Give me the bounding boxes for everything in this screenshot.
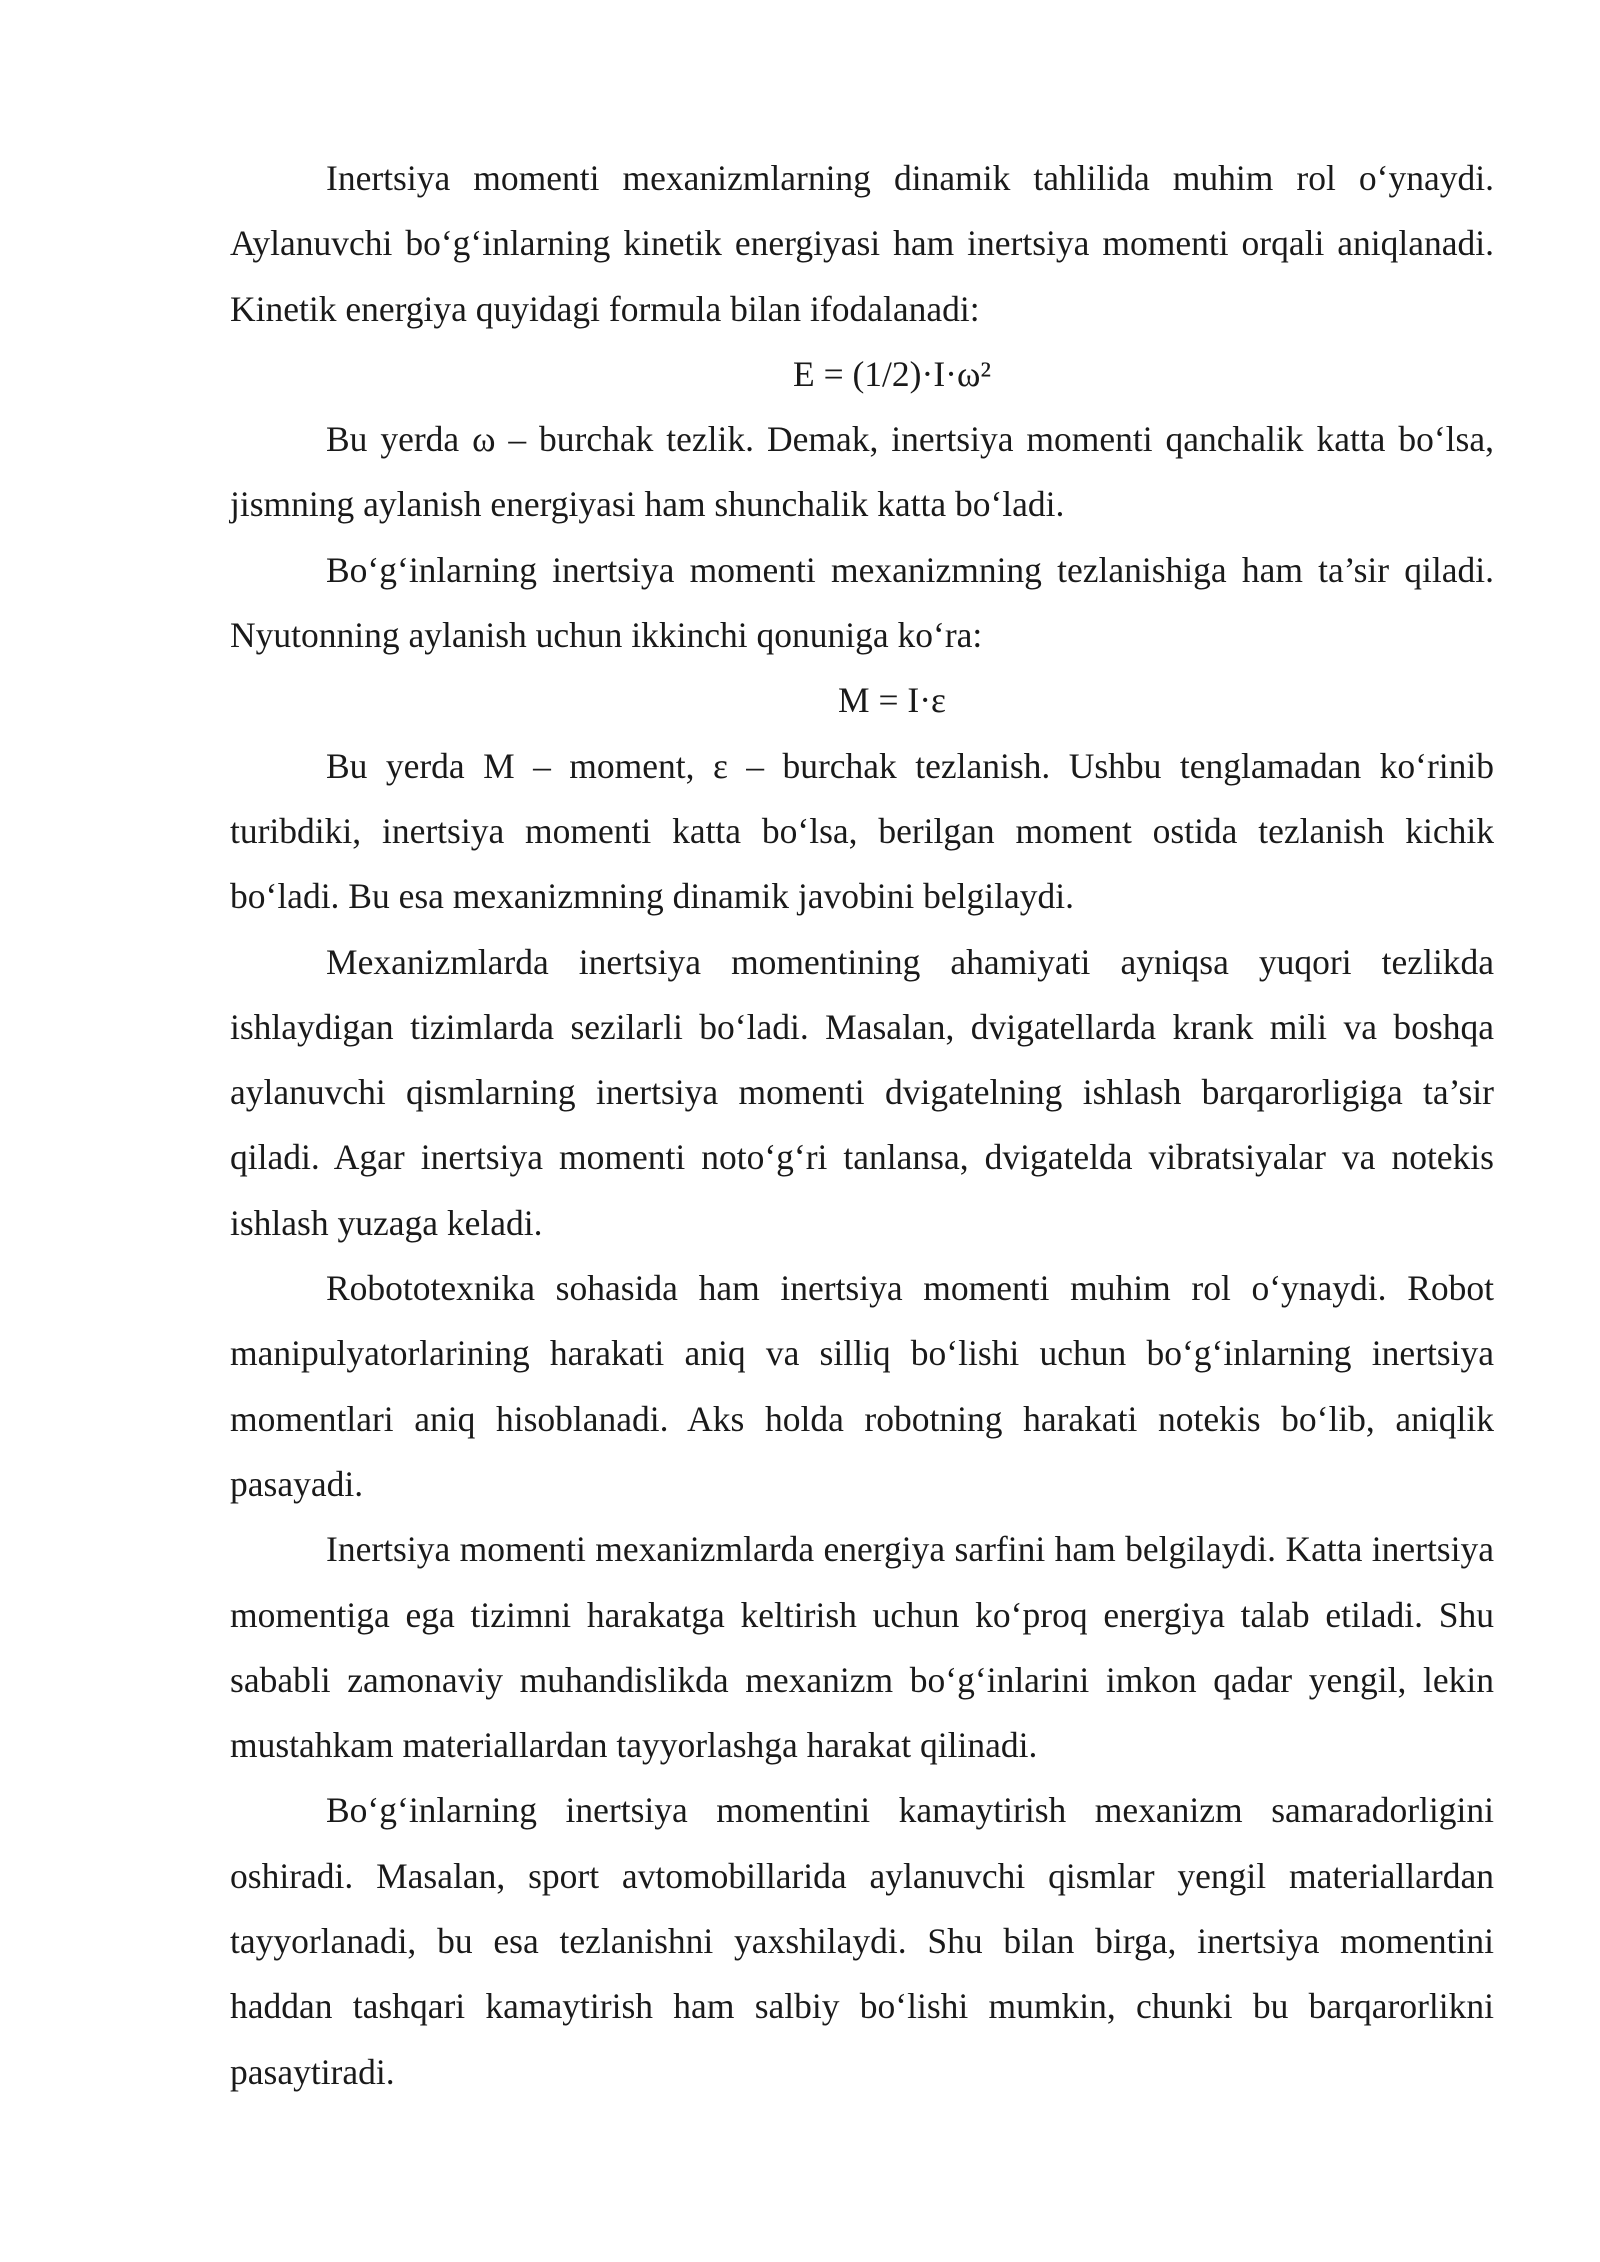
paragraph-angular-velocity: Bu yerda ω – burchak tezlik. Demak, inertsiya momenti qanchalik katta bo‘lsa, jismning aylanish energiyasi ham shunchalik katta bo‘ladi.	[230, 419, 1494, 525]
paragraph-robotics: Robototexnika sohasida ham inertsiya momenti muhim rol o‘ynaydi. Robot manipulyatorlarining harakati aniq va silliq bo‘lishi uchun bo‘g‘inlarning inertsiya momentlari aniq hisoblanadi. Aks holda robotning harakati notekis bo‘lib, aniqlik pasayadi.	[230, 1268, 1494, 1504]
paragraph-energy-consumption: Inertsiya momenti mexanizmlarda energiya sarfini ham belgilaydi. Katta inertsiya momentiga ega tizimni harakatga keltirish uchun ko‘proq energiya talab etiladi. Shu sababli zamonaviy muhandislikda mexanizm bo‘g‘inlarini imkon qadar yengil, lekin mustahkam materiallardan tayyorlashga harakat qilinadi.	[230, 1529, 1494, 1766]
paragraph-engines: Mexanizmlarda inertsiya momentining ahamiyati ayniqsa yuqori tezlikda ishlaydigan tizimlarda sezilarli bo‘ladi. Masalan, dvigatellarda krank mili va boshqa aylanuvchi qismlarning inertsiya momenti dvigatelning ishlash barqarorligiga ta’sir qiladi. Agar inertsiya momenti noto‘g‘ri tanlansa, dvigatelda vibratsiyalar va notekis ishlash yuzaga keladi.	[230, 941, 1494, 1243]
formula-newton-rotation: M = I·ε	[838, 680, 946, 721]
paragraph-kinetic-energy: Inertsiya momenti mexanizmlarning dinamik tahlilida muhim rol o‘ynaydi. Aylanuvchi bo‘g‘inlarning kinetik energiyasi ham inertsiya momenti orqali aniqlanadi. Kinetik energiya quyidagi formula bilan ifodalanadi:	[230, 158, 1494, 329]
paragraph-moment-definition: Bu yerda M – moment, ε – burchak tezlanish. Ushbu tenglamadan ko‘rinib turibdiki, inertsiya momenti katta bo‘lsa, berilgan moment ostida tezlanish kichik bo‘ladi. Bu esa mexanizmning dinamik javobini belgilaydi.	[230, 745, 1494, 917]
paragraph-reduction: Bo‘g‘inlarning inertsiya momentini kamaytirish mexanizm samaradorligini oshiradi. Masalan, sport avtomobillarida aylanuvchi qismlar yengil materiallardan tayyorlanadi, bu esa tezlanishni yaxshilaydi. Shu bilan birga, inertsiya momentini haddan tashqari kamaytirish ham salbiy bo‘lishi mumkin, chunki bu barqarorlikni pasaytiradi.	[230, 1790, 1494, 2092]
paragraph-acceleration: Bo‘g‘inlarning inertsiya momenti mexanizmning tezlanishiga ham ta’sir qiladi. Nyutonning aylanish uchun ikkinchi qonuniga ko‘ra:	[230, 549, 1494, 656]
formula-kinetic-energy: E = (1/2)·I·ω²	[793, 353, 991, 394]
document-page	[230, 146, 1494, 2105]
